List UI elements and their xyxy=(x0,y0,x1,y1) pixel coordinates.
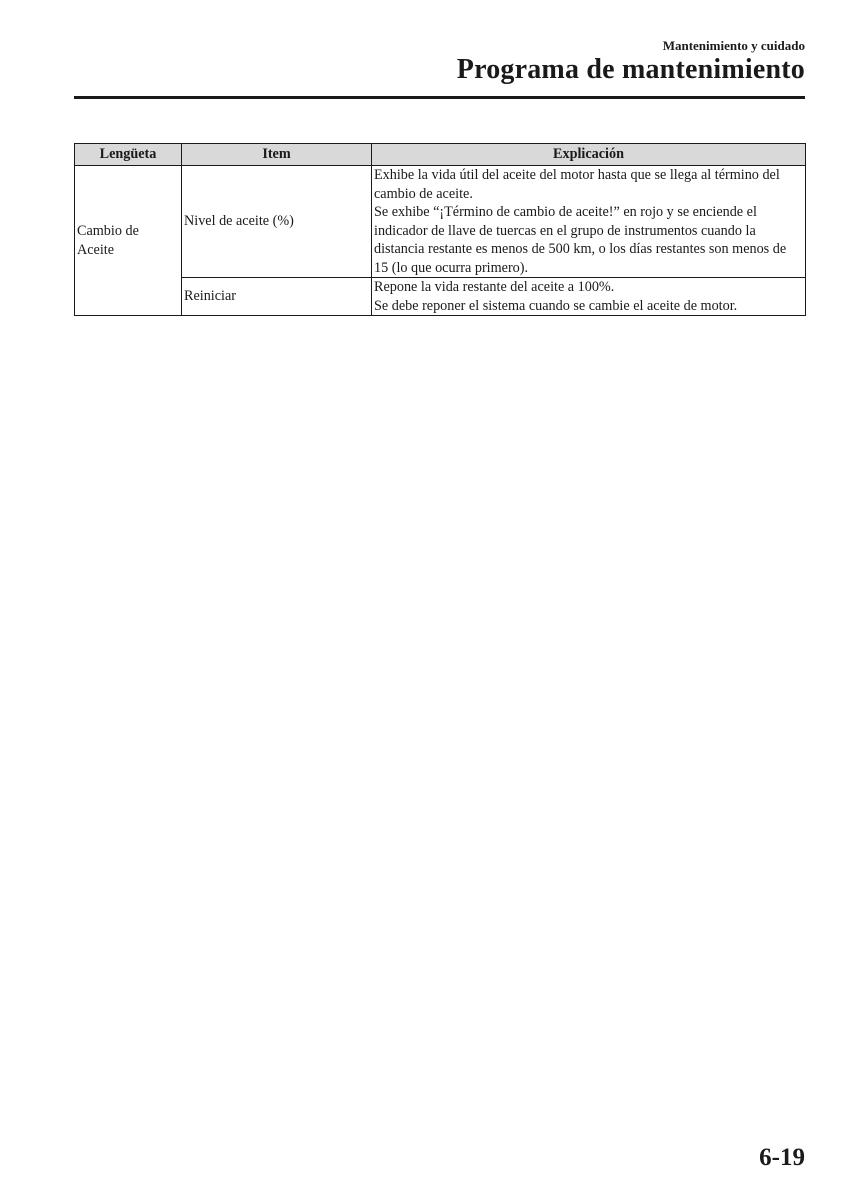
explanation-cell xyxy=(372,278,806,316)
item-cell: Nivel de aceite (%) xyxy=(182,166,372,278)
tab-cell xyxy=(75,166,182,316)
table-header-row xyxy=(75,144,806,166)
column-header-item: Item xyxy=(182,144,372,166)
explanation-cell xyxy=(372,166,806,278)
column-header-explanation: Explicación xyxy=(372,144,806,166)
section-label: Mantenimiento y cuidado xyxy=(662,38,805,53)
page-number: 6-19 xyxy=(759,1144,805,1171)
tab-label-line: Cambio de xyxy=(77,223,139,239)
item-cell: Reiniciar xyxy=(182,278,372,316)
explanation-paragraph: Se debe reponer el sistema cuando se cambie el aceite de motor. xyxy=(374,297,738,314)
explanation-paragraph: Repone la vida restante del aceite a 100%. xyxy=(374,279,615,295)
table-row xyxy=(75,166,806,278)
column-header-tab: Lengüeta xyxy=(75,144,182,166)
explanation-paragraph: Exhibe la vida útil del aceite del motor hasta que se llega al término del cambio de aceite. xyxy=(374,167,780,202)
explanation-paragraph: Se exhibe “¡Término de cambio de aceite!” en rojo y se enciende el indicador de llave de tuercas en el grupo de instrumentos cuando la distancia restante es menos de 500 km, o los días restantes son menos de 15 (lo que ocurra primero). xyxy=(374,204,787,276)
tab-label-line: Aceite xyxy=(77,241,115,258)
table-row xyxy=(75,278,806,316)
oil-change-table xyxy=(74,143,806,316)
page-title: Programa de mantenimiento xyxy=(456,54,805,85)
title-rule xyxy=(74,96,805,99)
